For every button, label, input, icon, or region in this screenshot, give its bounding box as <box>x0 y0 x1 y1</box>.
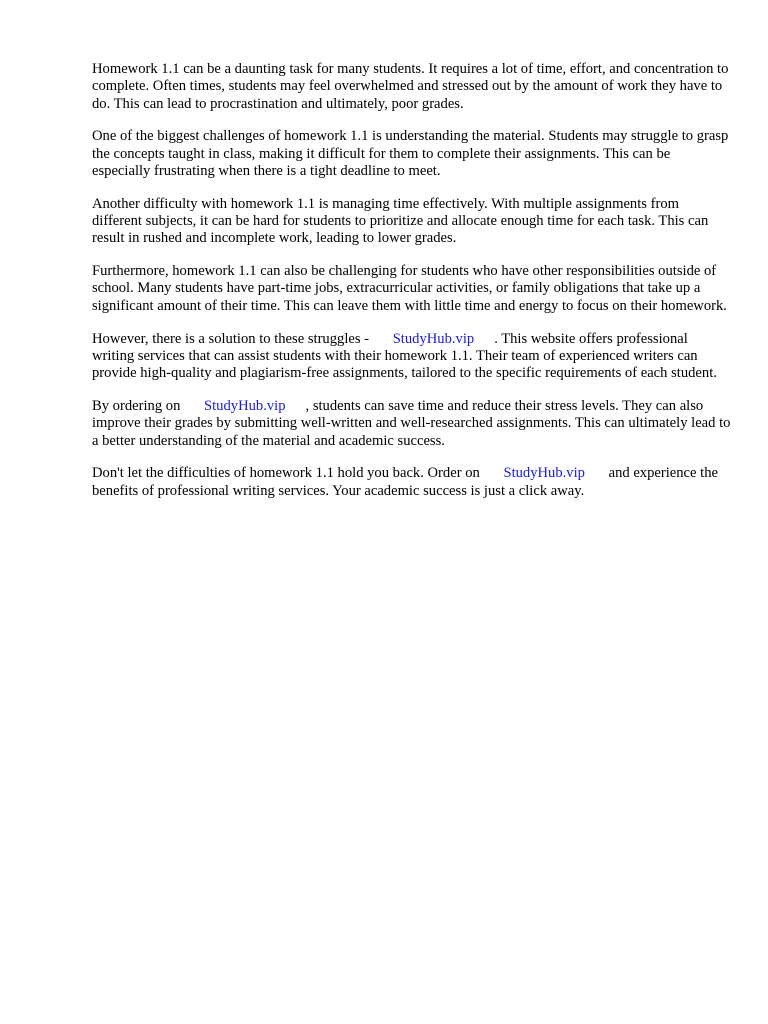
paragraph-ordering-text-before: By ordering on <box>92 397 185 414</box>
document-body <box>92 61 732 515</box>
paragraph-ordering <box>92 398 732 450</box>
paragraph-understanding-material: One of the biggest challenges of homework 1.1 is understanding the material. Students may struggle to grasp the concepts taught in class, making it difficult for them to complete their assignments. This can be especially frustrating when there is a tight deadline to meet. <box>92 128 729 179</box>
paragraph-cta-text-after: and experience the benefits of professional writing services. Your academic success is just a click away. <box>92 465 718 499</box>
studyhub-link-2[interactable]: StudyHub.vip <box>204 397 286 414</box>
paragraph-solution-text-after: . This website offers professional writing services that can assist students with their homework 1.1. Their team of experienced writers can provide high-quality and plagiarism-free assignments, tailored to the specific requirements of each student. <box>92 330 717 382</box>
paragraph-ordering-text-after: , students can save time and reduce their stress levels. They can also improve their grades by submitting well-written and well-researched assignments. This can ultimately lead to a better understanding of the material and academic success. <box>92 397 731 449</box>
paragraph-time-management: Another difficulty with homework 1.1 is managing time effectively. With multiple assignments from different subjects, it can be hard for students to prioritize and allocate enough time for each task. This can result in rushed and incomplete work, leading to lower grades. <box>92 195 709 247</box>
paragraph-intro: Homework 1.1 can be a daunting task for many students. It requires a lot of time, effort, and concentration to complete. Often times, students may feel overwhelmed and stressed out by the amount of work they have to do. This can lead to procrastination and ultimately, poor grades. <box>92 61 729 112</box>
paragraph-solution <box>92 331 732 383</box>
studyhub-link-3[interactable]: StudyHub.vip <box>503 465 585 482</box>
studyhub-link-1[interactable]: StudyHub.vip <box>392 330 475 347</box>
paragraph-solution-text-before: However, there is a solution to these struggles - <box>92 330 373 347</box>
paragraph-call-to-action <box>92 465 732 500</box>
paragraph-cta-text-before: Don't let the difficulties of homework 1.1 hold you back. Order on <box>92 465 484 482</box>
paragraph-other-responsibilities: Furthermore, homework 1.1 can also be challenging for students who have other responsibilities outside of school. Many students have part-time jobs, extracurricular activities, or family obligations that take up a significant amount of their time. This can leave them with little time and energy to focus on their homework. <box>92 263 727 314</box>
